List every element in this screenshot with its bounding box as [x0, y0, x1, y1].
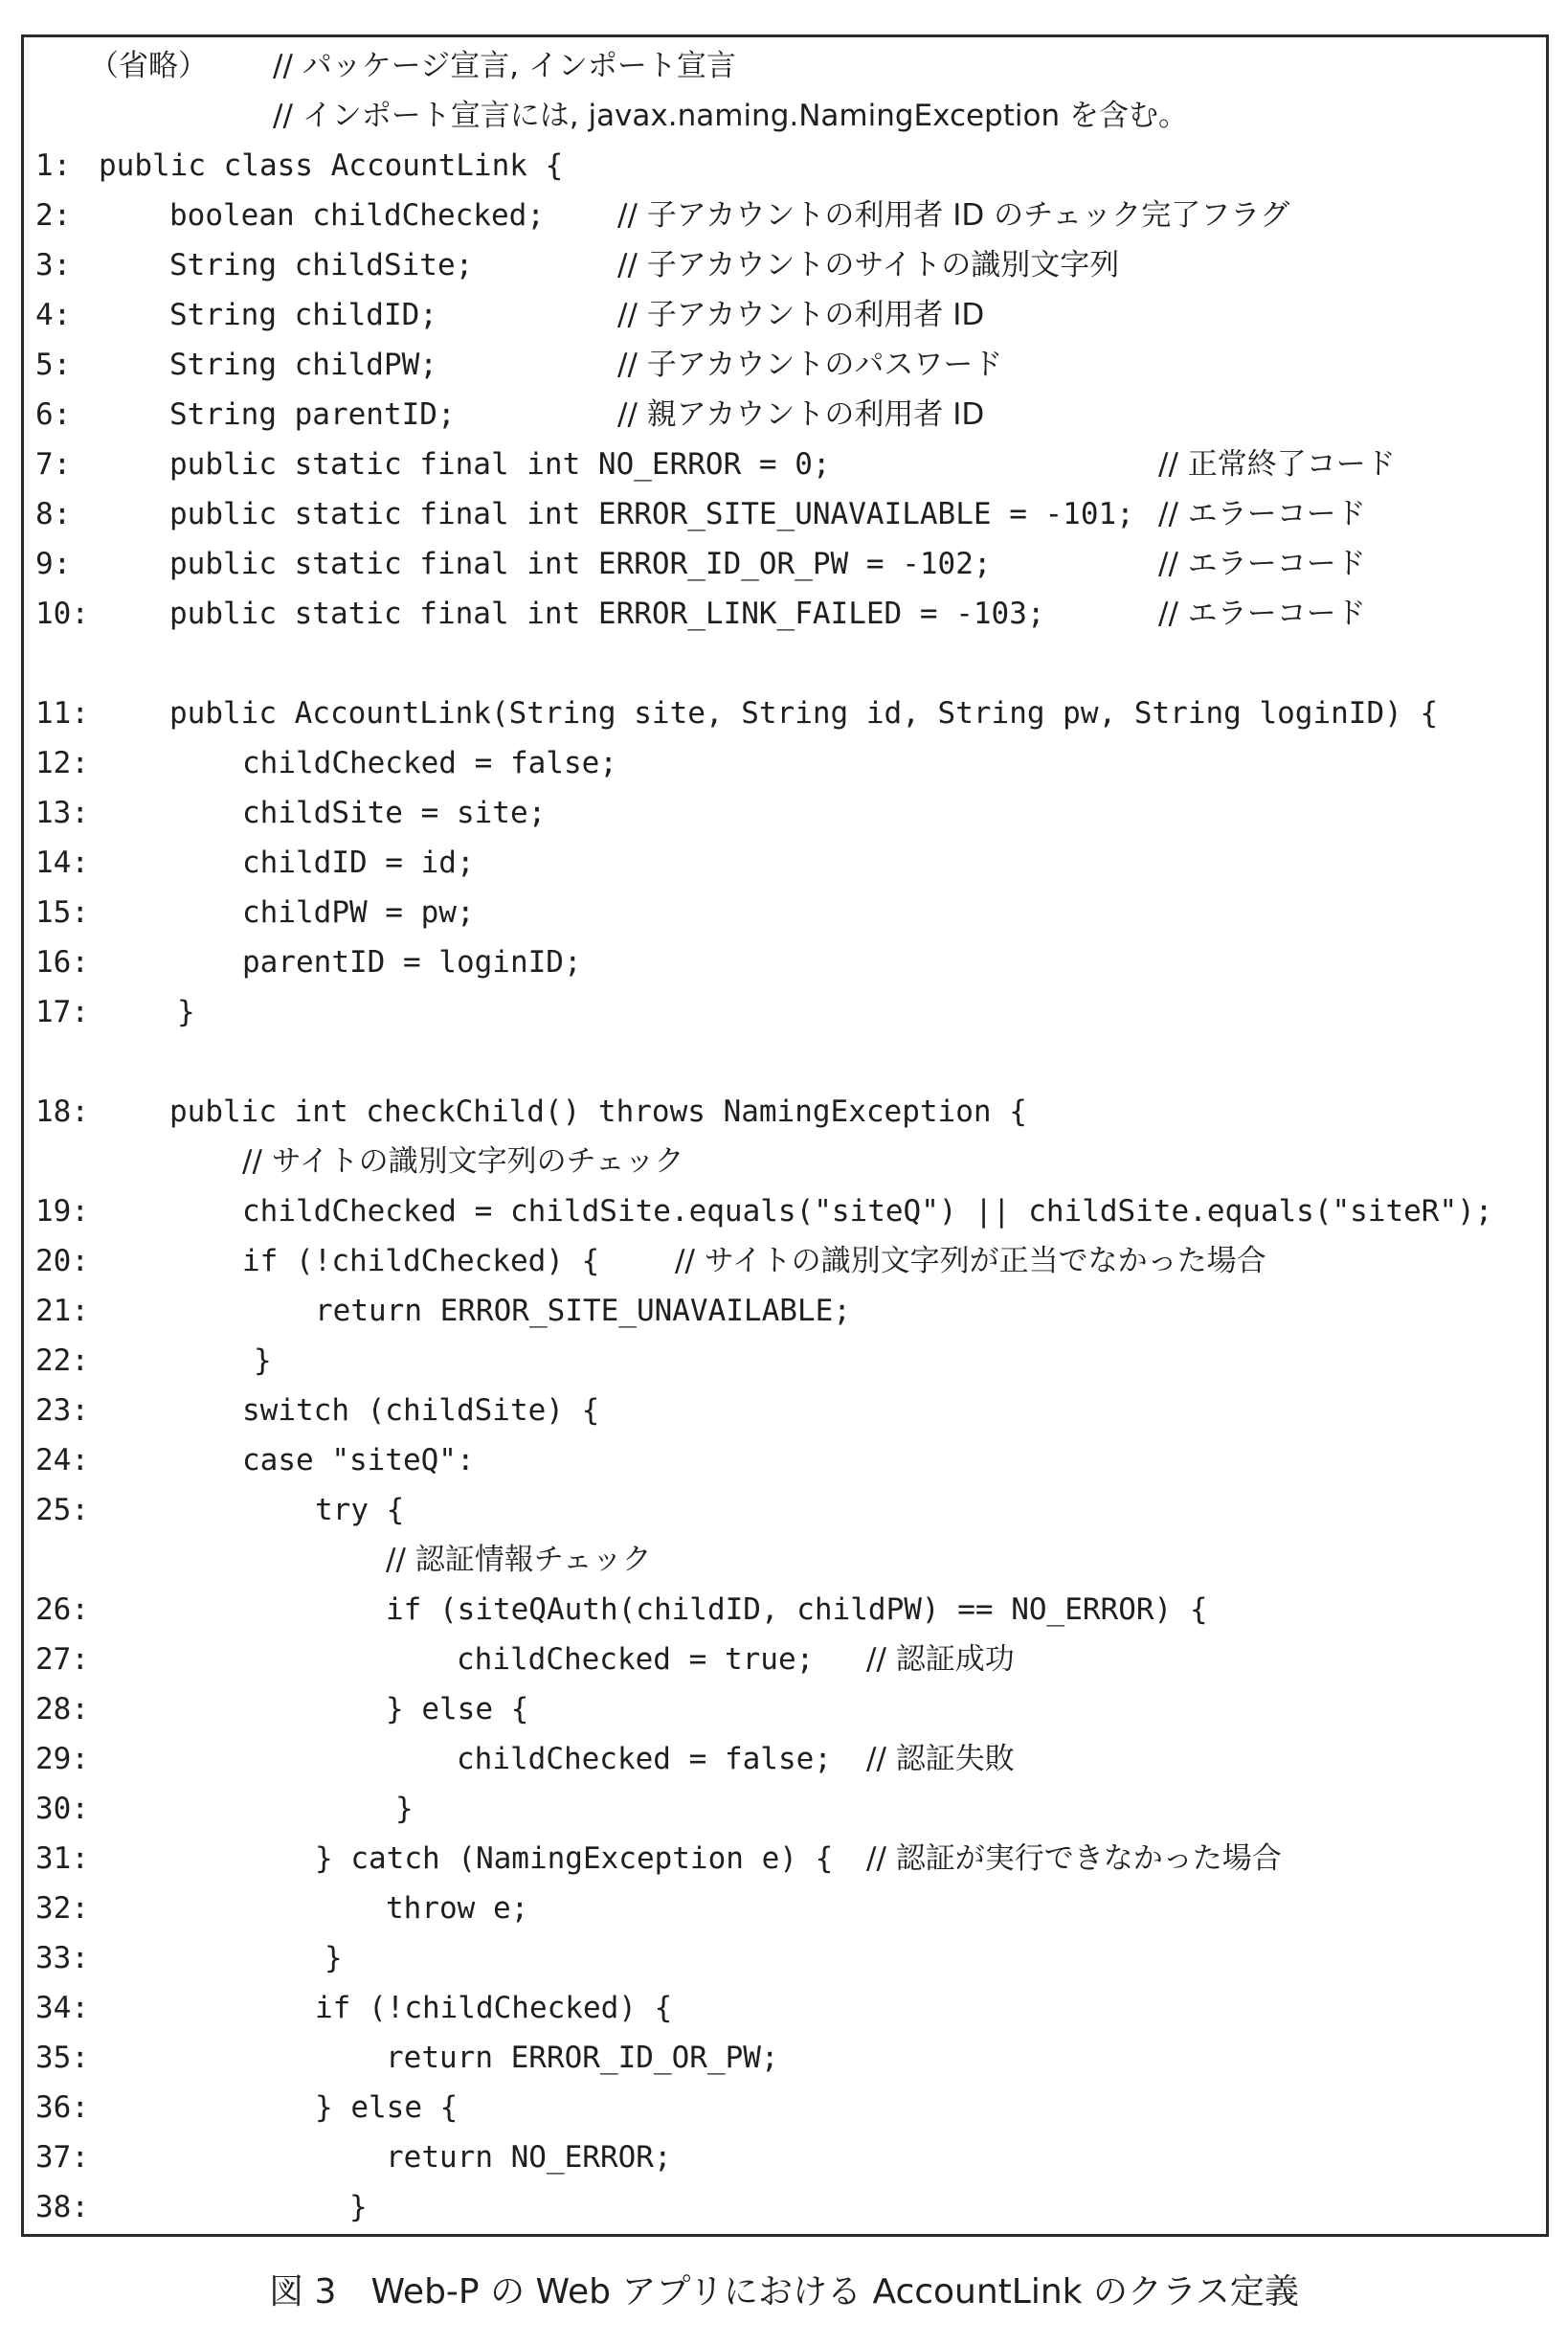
- line-number: 2:: [35, 198, 72, 233]
- line-number: 14:: [35, 846, 89, 880]
- code-text: switch (childSite) {: [242, 1393, 600, 1428]
- code-text: return NO_ERROR;: [386, 2140, 672, 2175]
- code-comment: // 認証情報チェック: [386, 1543, 652, 1577]
- line-number: 35:: [35, 2041, 89, 2075]
- code-text: return ERROR_SITE_UNAVAILABLE;: [315, 1294, 851, 1328]
- code-comment: // エラーコード: [1158, 547, 1366, 581]
- code-text: }: [177, 995, 195, 1029]
- line-number: 20:: [35, 1244, 89, 1278]
- line-number: 34:: [35, 1991, 89, 2025]
- code-text: childChecked = childSite.equals("siteQ") || childSite.equals("siteR");: [242, 1194, 1493, 1229]
- code-text: } else {: [386, 1692, 529, 1726]
- code-text: public static final int ERROR_LINK_FAILED = -103;: [169, 597, 1045, 631]
- code-comment: // 子アカウントの利用者 ID: [617, 298, 985, 332]
- code-text: childID = id;: [242, 846, 475, 880]
- code-text: return ERROR_ID_OR_PW;: [386, 2041, 779, 2075]
- line-number: 38:: [35, 2190, 89, 2224]
- line-number: 30:: [35, 1792, 89, 1826]
- code-comment: // エラーコード: [1158, 597, 1366, 631]
- code-text: } catch (NamingException e) {: [315, 1841, 834, 1876]
- code-comment: // サイトの識別文字列が正当でなかった場合: [675, 1244, 1266, 1278]
- code-text: boolean childChecked;: [169, 198, 545, 233]
- code-comment: // 子アカウントのパスワード: [617, 348, 1003, 382]
- header-comment-2: // インポート宣言には, javax.naming.NamingException を含む。: [273, 99, 1188, 133]
- line-number: 17:: [35, 995, 89, 1029]
- line-number: 29:: [35, 1742, 89, 1776]
- code-text: String parentID;: [169, 397, 456, 432]
- line-number: 27:: [35, 1642, 89, 1677]
- code-text: public AccountLink(String site, String id, String pw, String loginID) {: [169, 696, 1439, 731]
- line-number: 16:: [35, 945, 89, 980]
- code-comment: // 親アカウントの利用者 ID: [617, 397, 985, 432]
- code-text: public int checkChild() throws NamingException {: [169, 1094, 1027, 1129]
- line-number: 26:: [35, 1592, 89, 1627]
- line-number: 32:: [35, 1891, 89, 1926]
- header-line-2: [24, 91, 1546, 141]
- line-number: 22:: [35, 1343, 89, 1378]
- code-listing-box: [21, 34, 1549, 2237]
- line-number: 18:: [35, 1094, 89, 1129]
- code-text: String childSite;: [169, 248, 474, 282]
- code-text: }: [254, 1343, 272, 1378]
- code-text: childChecked = false;: [457, 1742, 832, 1776]
- code-text: }: [395, 1792, 414, 1826]
- line-number: 7:: [35, 447, 72, 482]
- line-number: 36:: [35, 2090, 89, 2125]
- code-text: childChecked = true;: [457, 1642, 815, 1677]
- code-text: }: [325, 1941, 343, 1975]
- line-number: 11:: [35, 696, 89, 731]
- omitted-label: （省略）: [89, 49, 208, 83]
- line-number: 15:: [35, 895, 89, 930]
- code-comment: // 認証成功: [866, 1642, 1015, 1677]
- code-text: parentID = loginID;: [242, 945, 582, 980]
- code-comment: // 認証が実行できなかった場合: [866, 1841, 1282, 1876]
- line-number: 3:: [35, 248, 72, 282]
- line-number: 19:: [35, 1194, 89, 1229]
- line-number: 10:: [35, 597, 89, 631]
- code-comment: // サイトの識別文字列のチェック: [242, 1144, 684, 1179]
- code-text: public static final int ERROR_SITE_UNAVAILABLE = -101;: [169, 497, 1134, 531]
- figure-caption: 図 3 Web-P の Web アプリにおける AccountLink のクラス定義: [269, 2272, 1299, 2312]
- code-comment: // 子アカウントのサイトの識別文字列: [617, 248, 1120, 282]
- code-text: if (!childChecked) {: [315, 1991, 673, 2025]
- line-number: 12:: [35, 746, 89, 780]
- line-number: 25:: [35, 1493, 89, 1527]
- code-text: try {: [315, 1493, 405, 1527]
- code-text: } else {: [315, 2090, 459, 2125]
- code-comment: // 認証失敗: [866, 1742, 1015, 1776]
- code-text: childChecked = false;: [242, 746, 617, 780]
- code-comment: // 正常終了コード: [1158, 447, 1396, 482]
- code-text: String childPW;: [169, 348, 437, 382]
- header-line-1: [24, 41, 1546, 91]
- code-text: case "siteQ":: [242, 1443, 475, 1478]
- code-text: if (siteQAuth(childID, childPW) == NO_ERROR) {: [386, 1592, 1208, 1627]
- code-comment: // エラーコード: [1158, 497, 1366, 531]
- line-number: 33:: [35, 1941, 89, 1975]
- line-number: 24:: [35, 1443, 89, 1478]
- line-number: 4:: [35, 298, 72, 332]
- line-number: 13:: [35, 796, 89, 830]
- code-text: String childID;: [169, 298, 437, 332]
- code-text: throw e;: [386, 1891, 529, 1926]
- code-text: public static final int ERROR_ID_OR_PW = -102;: [169, 547, 992, 581]
- header-comment-1: // パッケージ宣言, インポート宣言: [273, 49, 736, 83]
- code-text: }: [349, 2190, 368, 2224]
- code-text: if (!childChecked) {: [242, 1244, 600, 1278]
- line-number: 8:: [35, 497, 72, 531]
- line-number: 28:: [35, 1692, 89, 1726]
- code-text: public class AccountLink {: [99, 148, 564, 183]
- code-text: childPW = pw;: [242, 895, 475, 930]
- line-number: 1:: [35, 148, 72, 183]
- line-number: 23:: [35, 1393, 89, 1428]
- line-number: 5:: [35, 348, 72, 382]
- line-number: 9:: [35, 547, 72, 581]
- code-text: childSite = site;: [242, 796, 547, 830]
- line-number: 37:: [35, 2140, 89, 2175]
- line-number: 6:: [35, 397, 72, 432]
- code-comment: // 子アカウントの利用者 ID のチェック完了フラグ: [617, 198, 1290, 233]
- code-text: public static final int NO_ERROR = 0;: [169, 447, 831, 482]
- line-number: 31:: [35, 1841, 89, 1876]
- line-number: 21:: [35, 1294, 89, 1328]
